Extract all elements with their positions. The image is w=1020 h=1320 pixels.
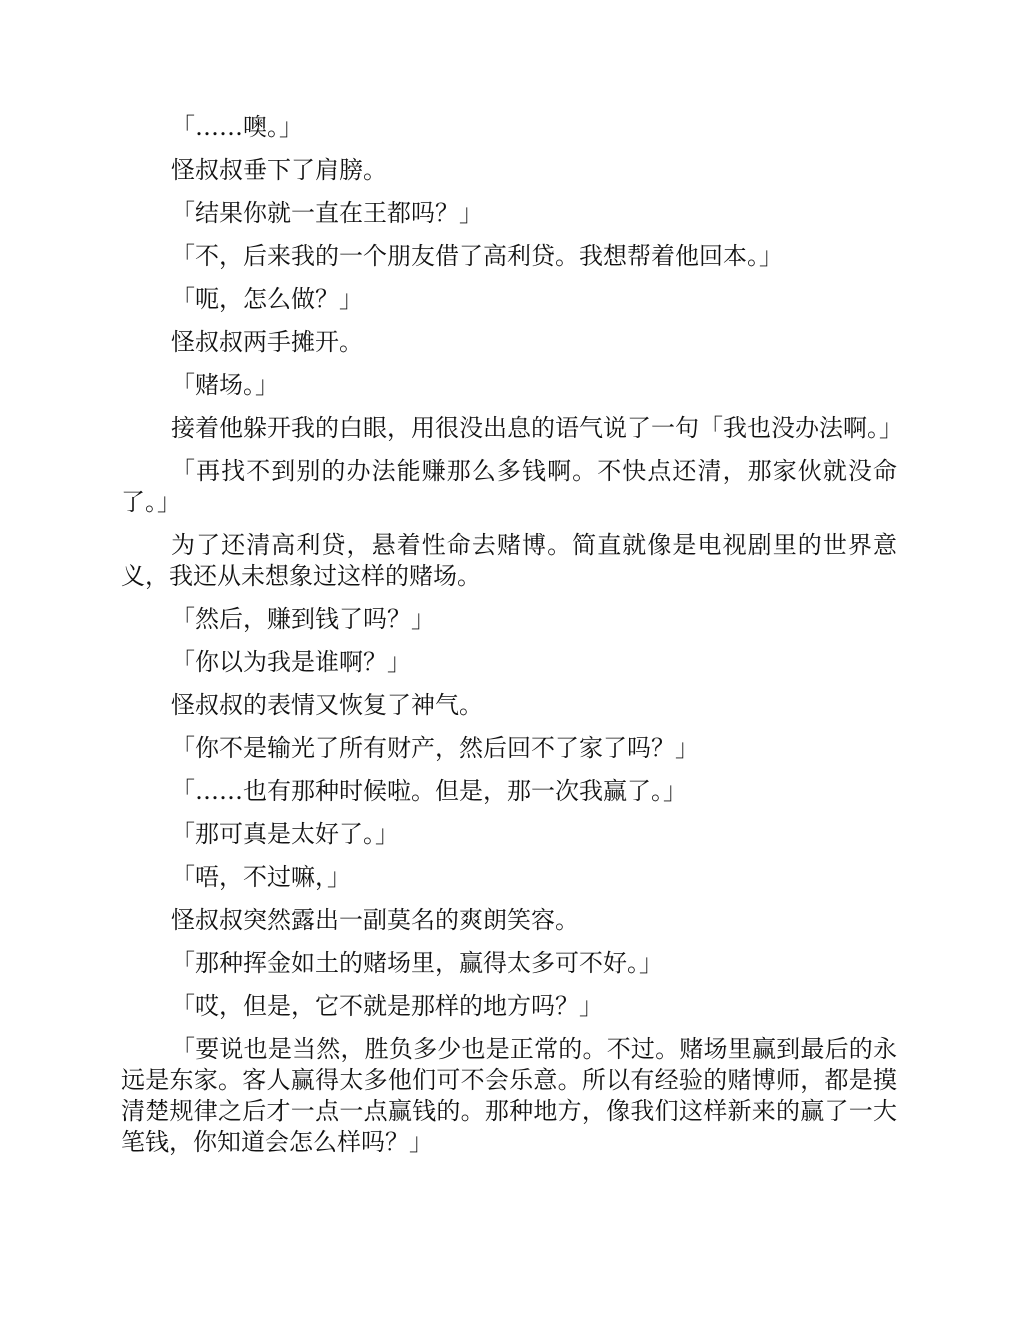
paragraph: 「你以为我是谁啊？」 <box>171 648 411 676</box>
paragraph: 「你不是输光了所有财产，然后回不了家了吗？」 <box>171 734 699 762</box>
paragraph: 怪叔叔的表情又恢复了神气。 <box>171 691 483 719</box>
paragraph: 「要说也是当然，胜负多少也是正常的。不过。赌场里赢到最后的永远是东家。客人赢得太多他们可不会乐意。所以有经验的赌博师，都是摸清楚规律之后才一点一点赢钱的。那种地方，像我们这样新来的赢了一大笔钱，你知道会怎么样吗？」 <box>121 1035 897 1156</box>
paragraph: 「唔，不过嘛，」 <box>171 863 351 891</box>
paragraph: 接着他躲开我的白眼，用很没出息的语气说了一句「我也没办法啊。」 <box>171 414 903 442</box>
paragraph: 怪叔叔垂下了肩膀。 <box>171 156 387 184</box>
paragraph: 「……也有那种时候啦。但是，那一次我赢了。」 <box>171 777 687 805</box>
paragraph: 怪叔叔突然露出一副莫名的爽朗笑容。 <box>171 906 579 934</box>
paragraph: 「那可真是太好了。」 <box>171 820 399 848</box>
paragraph: 「赌场。」 <box>171 371 279 399</box>
paragraph: 怪叔叔两手摊开。 <box>171 328 363 356</box>
paragraph: 「呃，怎么做？」 <box>171 285 363 313</box>
paragraph: 「那种挥金如土的赌场里，赢得太多可不好。」 <box>171 949 663 977</box>
document-page <box>121 112 903 1170</box>
paragraph: 为了还清高利贷，悬着性命去赌博。简直就像是电视剧里的世界意义，我还从未想象过这样的赌场。 <box>121 531 897 590</box>
paragraph: 「不，后来我的一个朋友借了高利贷。我想帮着他回本。」 <box>171 242 783 270</box>
paragraph: 「哎，但是，它不就是那样的地方吗？」 <box>171 992 603 1020</box>
paragraph: 「……噢。」 <box>171 113 303 141</box>
paragraph: 「然后，赚到钱了吗？」 <box>171 605 435 633</box>
paragraph: 「结果你就一直在王都吗？」 <box>171 199 483 227</box>
paragraph: 「再找不到别的办法能赚那么多钱啊。不快点还清，那家伙就没命了。」 <box>121 457 897 516</box>
